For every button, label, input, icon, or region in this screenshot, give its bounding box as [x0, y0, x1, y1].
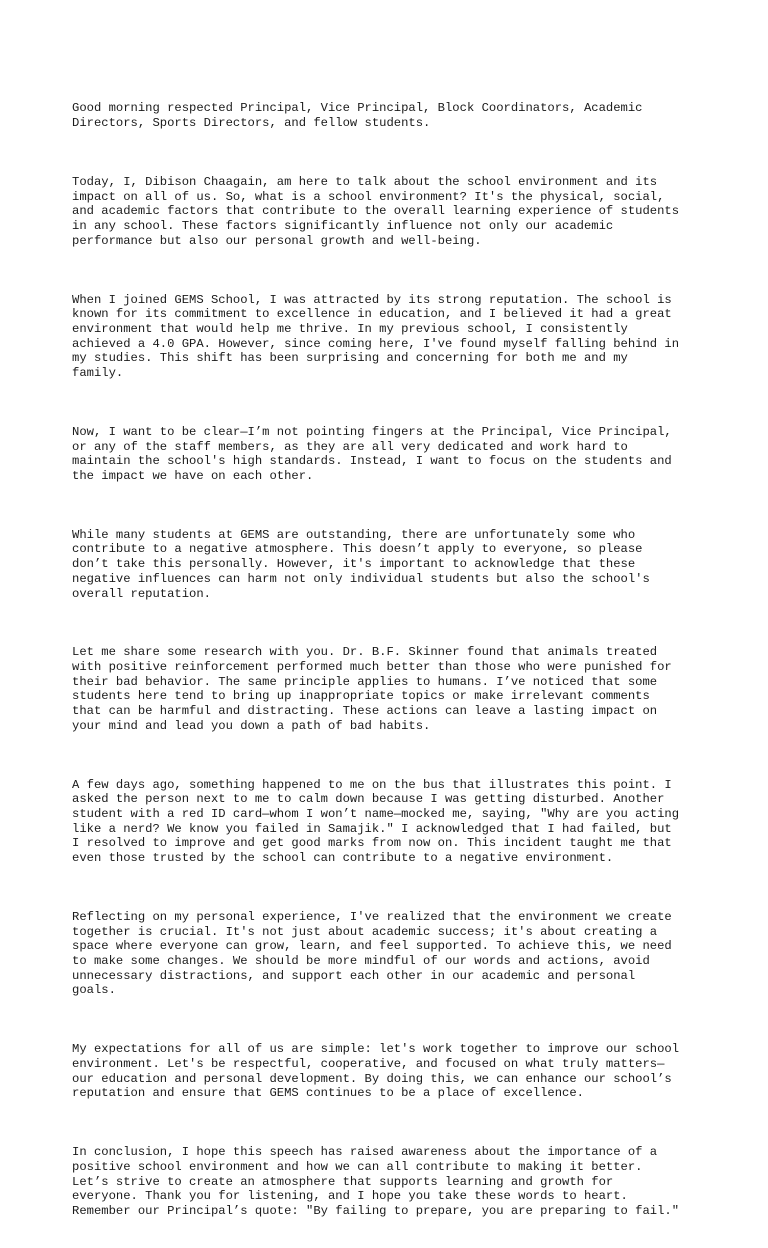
paragraph-reflection: Reflecting on my personal experience, I've realized that the environment we create together is crucial. It's not just about academic success; it's about creating a space where everyone can grow, learn, and feel supported. To achieve this, we need to make some changes. We should be more mindful of our words and actions, avoid unnecessary distractions, and support each other in our academic and personal goals. [72, 909, 672, 998]
document-page [72, 72, 712, 1248]
paragraph-conclusion: In conclusion, I hope this speech has raised awareness about the importance of a positive school environment and how we can all contribute to making it better. Let’s strive to create an atmosphere that supports learning and growth for everyone. Thank you for listening, and I hope you take these words to heart. Remember our Principal’s quote: "By failing to prepare, you are preparing to fail." [72, 1145, 680, 1218]
paragraph-research: Let me share some research with you. Dr. B.F. Skinner found that animals treated with positive reinforcement performed much better than those who were punished for their bad behavior. The same principle applies to humans. I’ve noticed that some students here tend to bring up inappropriate topics or make irrelevant comments that can be harmful and distracting. These actions can leave a lasting impact on your mind and lead you down a path of bad habits. [72, 645, 672, 733]
paragraph-bus-incident: A few days ago, something happened to me on the bus that illustrates this point. I asked the person next to me to calm down because I was getting disturbed. Another student with a red ID card—whom I won’t name—mocked me, saying, "Why are you acting like a nerd? We know you failed in Samajik." I acknowledged that I had failed, but I resolved to improve and get good marks from now on. This incident taught me that even those trusted by the school can contribute to a negative environment. [72, 777, 680, 866]
paragraph-introduction: Today, I, Dibison Chaagain, am here to talk about the school environment and its impact on all of us. So, what is a school environment? It's the physical, social, and academic factors that contribute to the overall learning experience of students in any school. These factors significantly influence not only our academic performance but also our personal growth and well-being. [72, 174, 680, 248]
paragraph-clarification: Now, I want to be clear—I’m not pointing fingers at the Principal, Vice Principal, or any of the staff members, as they are all very dedicated and work hard to maintain the school's high standards. Instead, I want to focus on the students and the impact we have on each other. [72, 424, 672, 483]
paragraph-expectations: My expectations for all of us are simple: let's work together to improve our school environment. Let's be respectful, cooperative, and focused on what truly matters— our education and personal development. By doing this, we can enhance our school’s reputation and ensure that GEMS continues to be a place of excellence. [72, 1042, 680, 1101]
paragraph-joining-gems: When I joined GEMS School, I was attracted by its strong reputation. The school is known for its commitment to excellence in education, and I believed it had a great environment that would help me thrive. In my previous school, I consistently achieved a 4.0 GPA. However, since coming here, I've found myself falling behind in my studies. This shift has been surprising and concerning for both me and my family. [72, 292, 680, 381]
paragraph-greeting: Good morning respected Principal, Vice Principal, Block Coordinators, Academic Directors, Sports Directors, and fellow students. [72, 101, 643, 131]
paragraph-negative-atmosphere: While many students at GEMS are outstanding, there are unfortunately some who contribute to a negative atmosphere. This doesn’t apply to everyone, so please don’t take this personally. However, it's important to acknowledge that these negative influences can harm not only individual students but also the school's overall reputation. [72, 527, 650, 601]
